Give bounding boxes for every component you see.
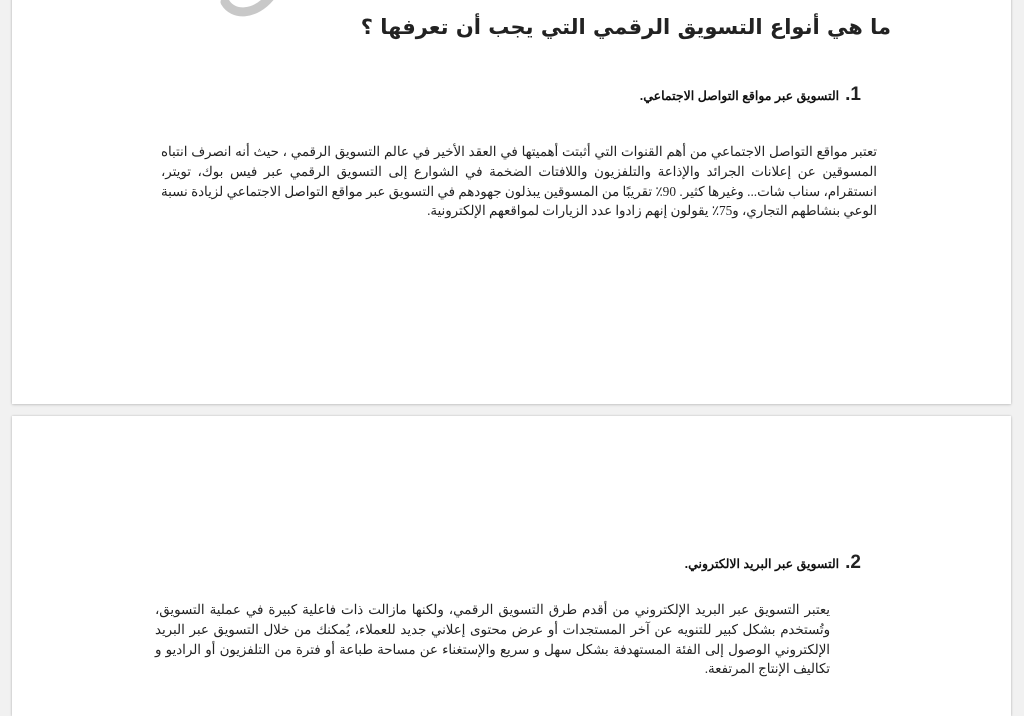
section-2-number: 2. bbox=[845, 552, 861, 573]
section-1-paragraph: تعتبر مواقع التواصل الاجتماعي من أهم القنوات التي أثبتت أهميتها في العقد الأخير في عالم التسويق الرقمي ، حيث أنه انصرف انتباه المسوقين عن إعلانات الجرائد والإذاعة والتلفزيون واللافتات الضخمة في الشوارع إلى التسويق الرقمي عبر فيس بوك، تويتر، انستقرام، سناب شات... وغيرها كثير. 90٪ تقريبًا من المسوقين يبذلون جهودهم في التسويق عبر مواقع التواصل الاجتماعي لزيادة نسبة الوعي بنشاطهم التجاري، و75٪ يقولون إنهم زادوا عدد الزيارات لمواقعهم الإلكترونية. bbox=[161, 144, 878, 219]
section-2-heading-text: التسويق عبر البريد الالكتروني. bbox=[684, 557, 840, 571]
document-page-1 bbox=[12, 0, 1011, 404]
section-1-heading-text: التسويق عبر مواقع التواصل الاجتماعي. bbox=[639, 89, 840, 103]
document-title: ما هي أنواع التسويق الرقمي التي يجب أن تعرفها ؟ bbox=[360, 15, 891, 39]
document-page-2 bbox=[12, 416, 1011, 716]
decorative-swash-icon bbox=[217, 0, 287, 20]
section-1-heading bbox=[640, 78, 861, 106]
section-2-heading bbox=[685, 546, 861, 574]
section-1-number: 1. bbox=[845, 84, 861, 105]
section-2-paragraph: يعتبر التسويق عبر البريد الإلكتروني من أقدم طرق التسويق الرقمي، ولكنها مازالت ذات فاعلية كبيرة في عملية التسويق، وتُستخدم بشكل كبير للتنويه عن آخر المستجدات أو عرض محتوى إعلاني جديد للعملاء، يُمكنك من خلال التسويق عبر البريد الإلكتروني الوصول إلى الفئة المستهدفة بشكل سهل و سريع والإستغناء عن مساحة طباعة أو فترة من التلفزيون أو الراديو و تكاليف الإنتاج المرتفعة. bbox=[155, 602, 830, 677]
